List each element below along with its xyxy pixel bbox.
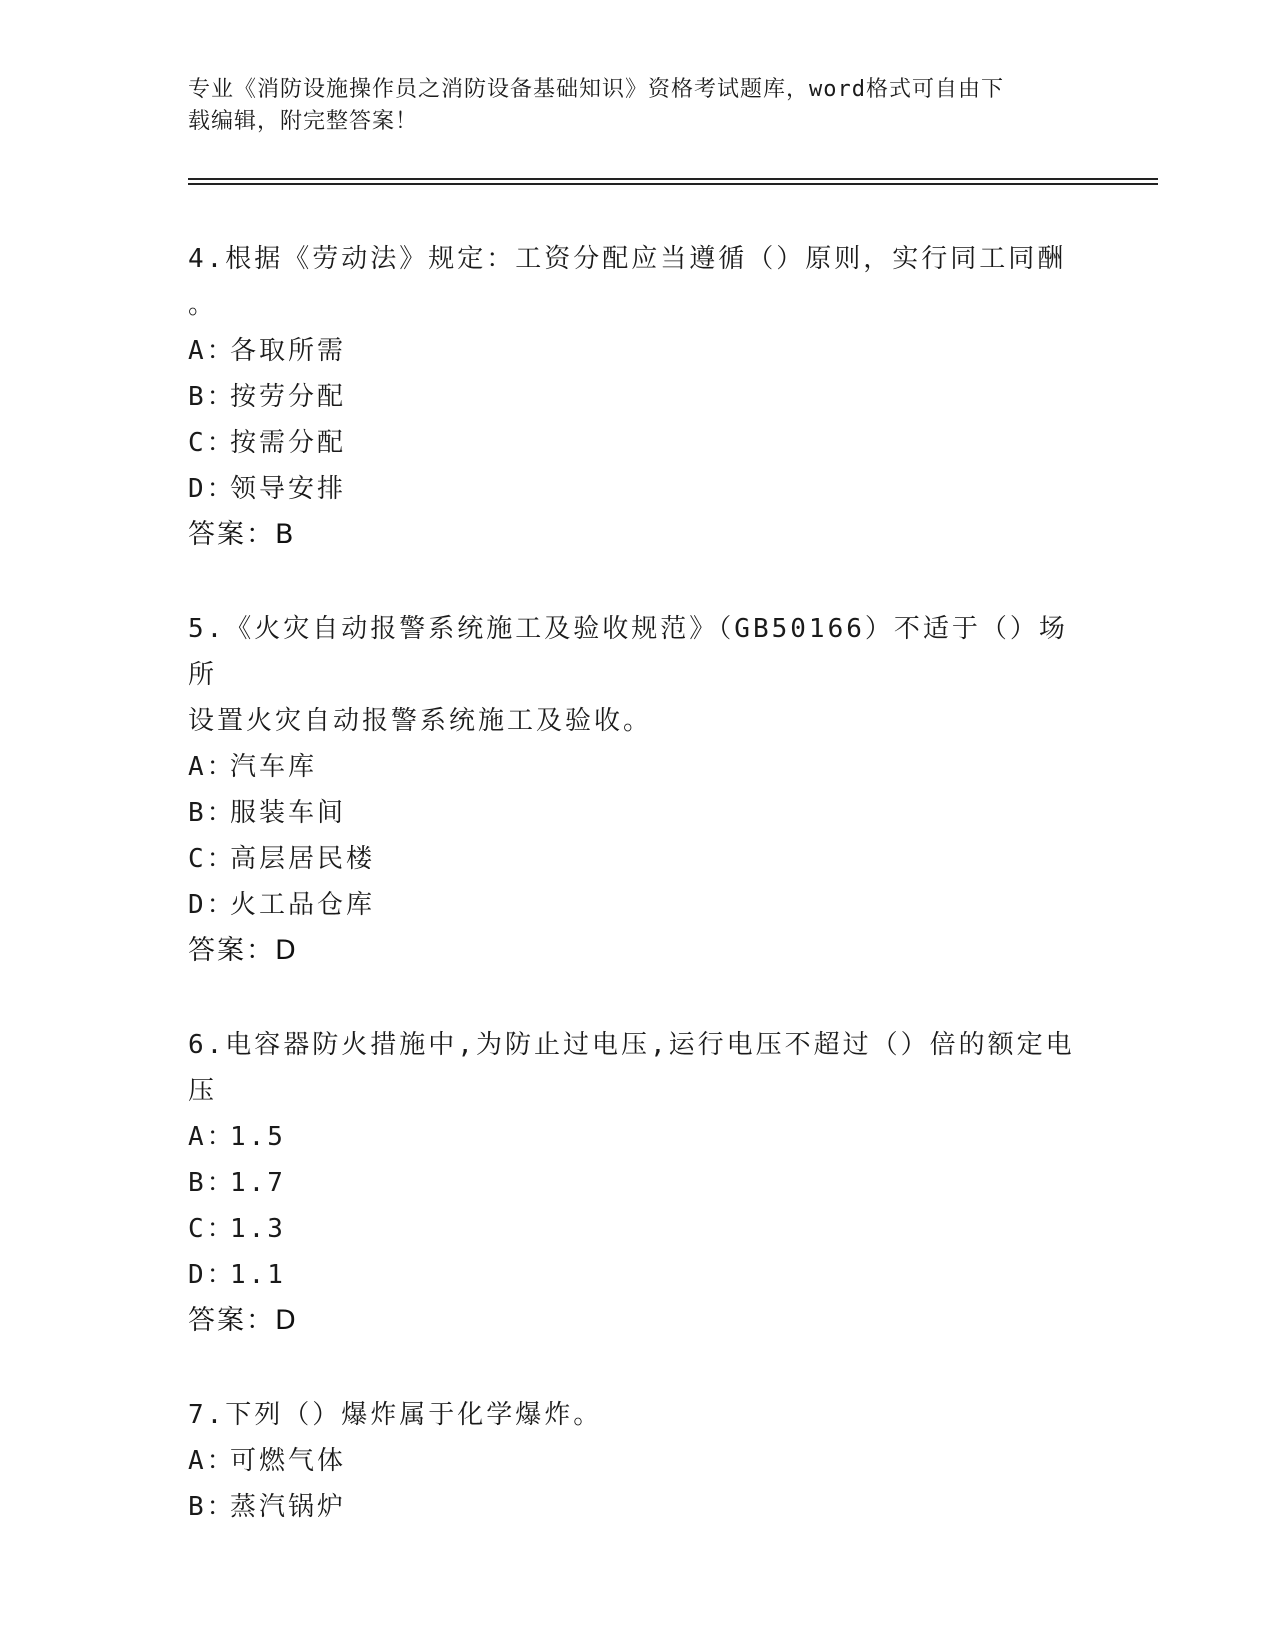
option-a (188, 1114, 1088, 1160)
question-stem-continued: 设置火灾自动报警系统施工及验收。 (188, 706, 653, 736)
option-text: 1.1 (230, 1260, 286, 1290)
header-line-1: 专业《消防设施操作员之消防设备基础知识》资格考试题库，word格式可自由下 (188, 77, 1004, 102)
option-key: A： (188, 336, 236, 366)
answer-line: 答案：D (188, 1305, 298, 1336)
option-key: B： (188, 798, 236, 828)
option-text: 火工品仓库 (230, 890, 376, 920)
option-c (188, 836, 1088, 882)
option-text: 按劳分配 (230, 382, 347, 412)
option-b (188, 1160, 1088, 1206)
question-stem: 4.根据《劳动法》规定：工资分配应当遵循（）原则，实行同工同酬 (188, 244, 1067, 274)
document-header (188, 74, 1068, 138)
option-text: 高层居民楼 (230, 844, 376, 874)
option-b (188, 790, 1088, 836)
question-stem: 5.《火灾自动报警系统施工及验收规范》（GB50166）不适于（）场所 (188, 614, 1068, 690)
option-text: 可燃气体 (230, 1446, 347, 1476)
header-line-2: 载编辑，附完整答案！ (188, 109, 419, 134)
option-a (188, 1438, 1088, 1484)
option-c (188, 1206, 1088, 1252)
question-stem-continued: 压 (188, 1076, 218, 1106)
question-stem: 6.电容器防火措施中,为防止过电压,运行电压不超过（）倍的额定电 (188, 1030, 1075, 1060)
option-text: 领导安排 (230, 474, 347, 504)
question-7 (188, 1392, 1088, 1530)
option-key: C： (188, 428, 236, 458)
option-key: D： (188, 890, 236, 920)
option-text: 各取所需 (230, 336, 347, 366)
option-c (188, 420, 1088, 466)
option-text: 蒸汽锅炉 (230, 1492, 347, 1522)
header-divider-bottom (188, 183, 1158, 185)
option-text: 1.5 (230, 1122, 286, 1152)
option-text: 服装车间 (230, 798, 347, 828)
option-key: A： (188, 1122, 236, 1152)
answer-line: 答案：D (188, 935, 298, 966)
option-key: B： (188, 1492, 236, 1522)
option-b (188, 1484, 1088, 1530)
question-4 (188, 236, 1088, 558)
option-key: A： (188, 752, 236, 782)
option-key: B： (188, 1168, 236, 1198)
option-text: 1.3 (230, 1214, 286, 1244)
option-d (188, 882, 1088, 928)
option-key: D： (188, 1260, 236, 1290)
option-key: C： (188, 1214, 236, 1244)
question-stem: 7.下列（）爆炸属于化学爆炸。 (188, 1400, 603, 1430)
option-text: 按需分配 (230, 428, 347, 458)
option-key: C： (188, 844, 236, 874)
question-stem-continued: 。 (188, 290, 218, 320)
option-key: D： (188, 474, 236, 504)
option-key: B： (188, 382, 236, 412)
answer-line: 答案：B (188, 519, 296, 550)
option-d (188, 1252, 1088, 1298)
option-text: 汽车库 (230, 752, 318, 782)
option-a (188, 744, 1088, 790)
option-key: A： (188, 1446, 236, 1476)
question-list (188, 236, 1088, 1578)
header-divider-top (188, 178, 1158, 180)
option-d (188, 466, 1088, 512)
question-6 (188, 1022, 1088, 1344)
option-text: 1.7 (230, 1168, 286, 1198)
option-b (188, 374, 1088, 420)
question-5 (188, 606, 1088, 974)
option-a (188, 328, 1088, 374)
